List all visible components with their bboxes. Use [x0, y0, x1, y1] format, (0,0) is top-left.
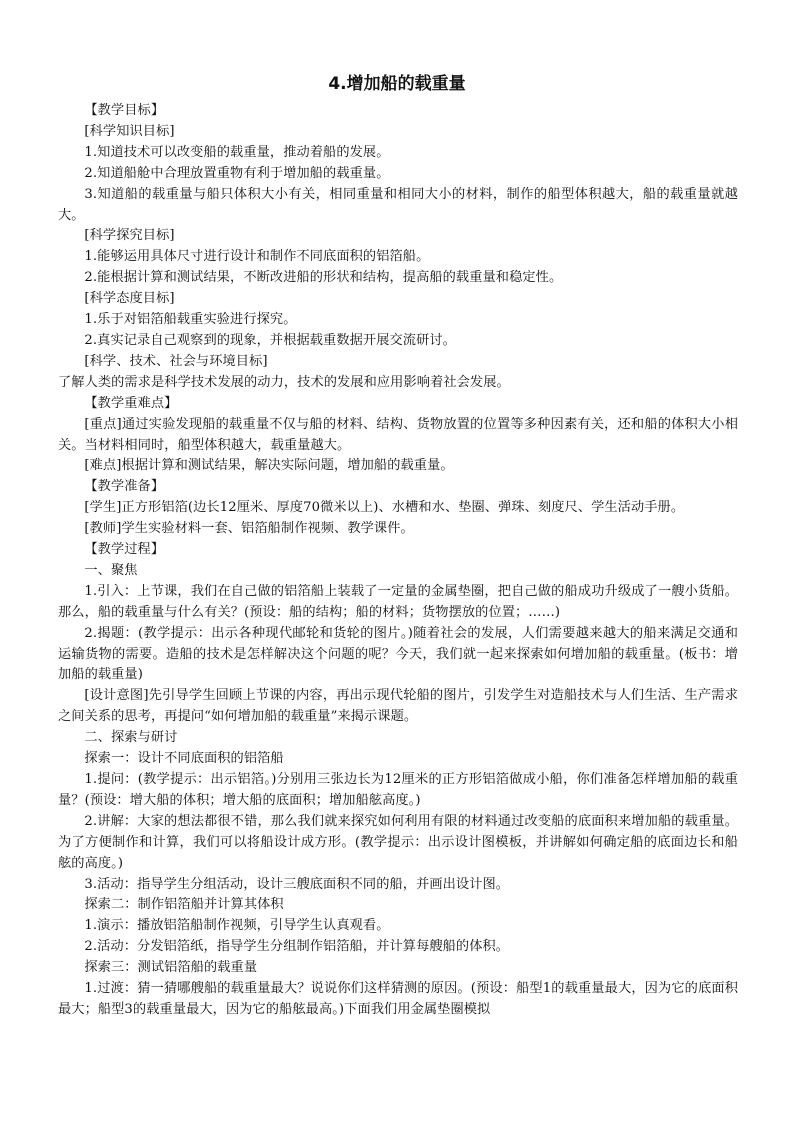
paragraph: 1.演示：播放铝箔船制作视频，引导学生认真观看。: [84, 918, 390, 934]
paragraph: 二、探索与研讨: [84, 730, 178, 746]
paragraph: [学生]正方形铝箔(边长12厘米、厚度70微米以上)、水槽和水、垫圈、弹珠、刻度尺、学生活动手册。: [84, 500, 685, 516]
paragraph: [难点]根据计算和测试结果，解决实际问题，增加船的载重量。: [84, 458, 454, 474]
subsection-label: [科学知识目标]: [84, 123, 175, 139]
paragraph: 1.能够运用具体尺寸进行设计和制作不同底面积的铝箔船。: [84, 249, 430, 265]
paragraph: 探索三：测试铝箔船的载重量: [84, 960, 258, 976]
paragraph: [教师]学生实验材料一套、铝箔船制作视频、教学课件。: [84, 521, 414, 537]
paragraph: [设计意图]先引导学生回顾上节课的内容，再出示现代轮船的图片，引发学生对造船技术与人们生活、生产需求之间关系的思考，再提问“如何增加船的载重量”来揭示课题。: [58, 688, 738, 725]
section-heading: 【教学重难点】: [84, 395, 178, 411]
section-heading: 【教学目标】: [84, 103, 165, 118]
paragraph: 3.知道船的载重量与船只体积大小有关，相同重量和相同大小的材料，制作的船型体积越大，船的载重量就越大。: [58, 186, 738, 223]
paragraph: [重点]通过实验发现船的载重量不仅与船的材料、结构、货物放置的位置等多种因素有关，还和船的体积大小相关。当材料相同时，船型体积越大，载重量越大。: [58, 416, 738, 453]
paragraph: 探索二：制作铝箔船并计算其体积: [84, 897, 284, 913]
paragraph: 1.引入：上节课，我们在自己做的铝箔船上装载了一定量的金属垫圈，把自己做的船成功升级成了一艘小货船。那么，船的载重量与什么有关？(预设：船的结构；船的材料；货物摆放的位置；……): [58, 583, 738, 620]
paragraph: 2.真实记录自己观察到的现象，并根据载重数据开展交流研讨。: [84, 332, 456, 348]
paragraph: 1.知道技术可以改变船的载重量，推动着船的发展。: [84, 144, 390, 160]
paragraph: 一、聚焦: [84, 562, 138, 578]
paragraph: 3.活动：指导学生分组活动，设计三艘底面积不同的船，并画出设计图。: [84, 876, 510, 892]
paragraph: 探索一：设计不同底面积的铝箔船: [84, 751, 284, 767]
section-heading: 【教学准备】: [84, 479, 165, 495]
subsection-label: [科学态度目标]: [84, 291, 175, 307]
paragraph: 了解人类的需求是科学技术发展的动力，技术的发展和应用影响着社会发展。: [58, 374, 510, 390]
paragraph: 2.讲解：大家的想法都很不错，那么我们就来探究如何利用有限的材料通过改变船的底面积来增加船的载重量。为了方便制作和计算，我们可以将船设计成方形。(教学提示：出示设计图模板，并讲解如何确定船的底面边长和船舷的高度。): [58, 813, 738, 871]
document-body: [58, 101, 738, 1021]
section-heading: 【教学过程】: [84, 542, 165, 558]
subsection-label: [科学探究目标]: [84, 228, 175, 244]
paragraph: 2.知道船舱中合理放置重物有利于增加船的载重量。: [84, 165, 390, 181]
paragraph: 1.提问：(教学提示：出示铝箔。)分别用三张边长为12厘米的正方形铝箔做成小船，你们准备怎样增加船的载重量？(预设：增大船的体积；增大船的底面积；增加船舷高度。): [58, 772, 738, 808]
paragraph: 2.揭题：(教学提示：出示各种现代邮轮和货轮的图片。)随着社会的发展，人们需要越来越大的船来满足交通和运输货物的需要。造船的技术是怎样解决这个问题的呢？今天，我们就一起来探索如何增加船的载重量。(板书：增加船的载重量): [58, 625, 738, 683]
page-title: 4.增加船的载重量: [328, 74, 466, 94]
paragraph: 1.乐于对铝箔船载重实验进行探究。: [84, 312, 297, 328]
paragraph: 2.能根据计算和测试结果，不断改进船的形状和结构，提高船的载重量和稳定性。: [84, 270, 563, 286]
paragraph: 1.过渡：猜一猜哪艘船的载重量最大？说说你们这样猜测的原因。(预设：船型1的载重量最大，因为它的底面积最大；船型3的载重量最大，因为它的船舷最高。)下面我们用金属垫圈模拟: [58, 981, 738, 1017]
subsection-label: [科学、技术、社会与环境目标]: [84, 353, 268, 369]
paragraph: 2.活动：分发铝箔纸，指导学生分组制作铝箔船，并计算每艘船的体积。: [84, 939, 510, 955]
